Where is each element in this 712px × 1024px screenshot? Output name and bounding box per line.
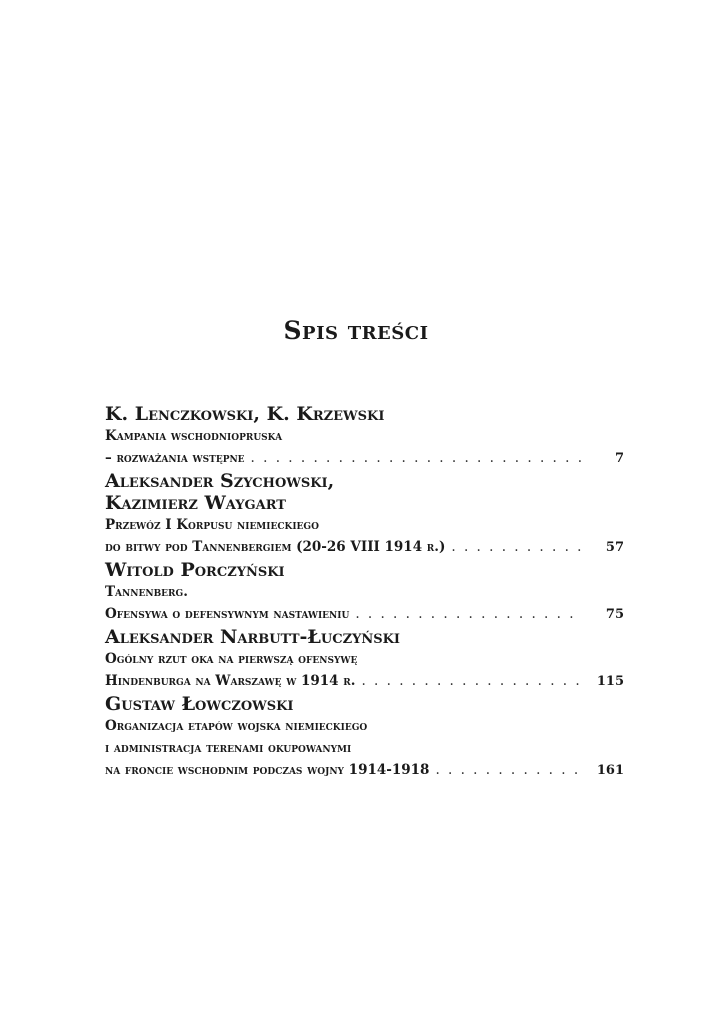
table-of-contents [105, 403, 624, 782]
toc-author: Witold Porczyński [105, 559, 285, 581]
toc-page-number: 57 [605, 540, 624, 555]
toc-title-line: i administracja terenami okupowanymi [105, 740, 352, 756]
toc-page-number: 7 [614, 451, 624, 466]
toc-title-line: Kampania wschodniopruska [105, 428, 283, 444]
toc-author: Aleksander Narbutt-Łuczyński [105, 626, 400, 648]
toc-page-number: 75 [605, 607, 624, 622]
dot-leader [451, 536, 582, 558]
toc-entry [105, 693, 624, 782]
toc-page-number: 161 [596, 763, 624, 778]
toc-author: K. Lenczkowski, K. Krzewski [105, 403, 385, 425]
toc-title-line: Przewóz I Korpusu niemieckiego [105, 517, 319, 533]
toc-title-text: – rozważania wstępne [105, 450, 245, 466]
toc-title-last-line[interactable] [105, 536, 624, 559]
page-title: Spis treści [283, 316, 429, 345]
dot-leader [435, 759, 582, 781]
toc-entry [105, 626, 624, 693]
toc-entry [105, 470, 624, 559]
dot-leader [355, 603, 582, 625]
toc-title-line: Ogólny rzut oka na pierwszą ofensywę [105, 651, 358, 667]
toc-title-line: Organizacja etapów wojska niemieckiego [105, 718, 368, 734]
toc-author: Kazimierz Waygart [105, 492, 286, 514]
toc-title-last-line[interactable] [105, 603, 624, 626]
dot-leader [361, 670, 582, 692]
toc-entry [105, 559, 624, 626]
toc-title-line: Tannenberg. [105, 584, 188, 600]
toc-title-text: Ofensywa o defensywnym nastawieniu [105, 606, 350, 622]
toc-title-text: do bitwy pod Tannenbergiem (20-26 VIII 1914 r.) [105, 539, 446, 555]
toc-entry [105, 403, 624, 470]
toc-title-last-line[interactable] [105, 447, 624, 470]
toc-author: Aleksander Szychowski, [105, 470, 335, 492]
toc-title-last-line[interactable] [105, 670, 624, 693]
dot-leader [251, 447, 582, 469]
toc-author: Gustaw Łowczowski [105, 693, 294, 715]
toc-page-number: 115 [596, 674, 624, 689]
toc-title-last-line[interactable] [105, 759, 624, 782]
toc-title-text: na froncie wschodnim podczas wojny 1914-1918 [105, 762, 430, 778]
toc-title-text: Hindenburga na Warszawę w 1914 r. [105, 673, 356, 689]
